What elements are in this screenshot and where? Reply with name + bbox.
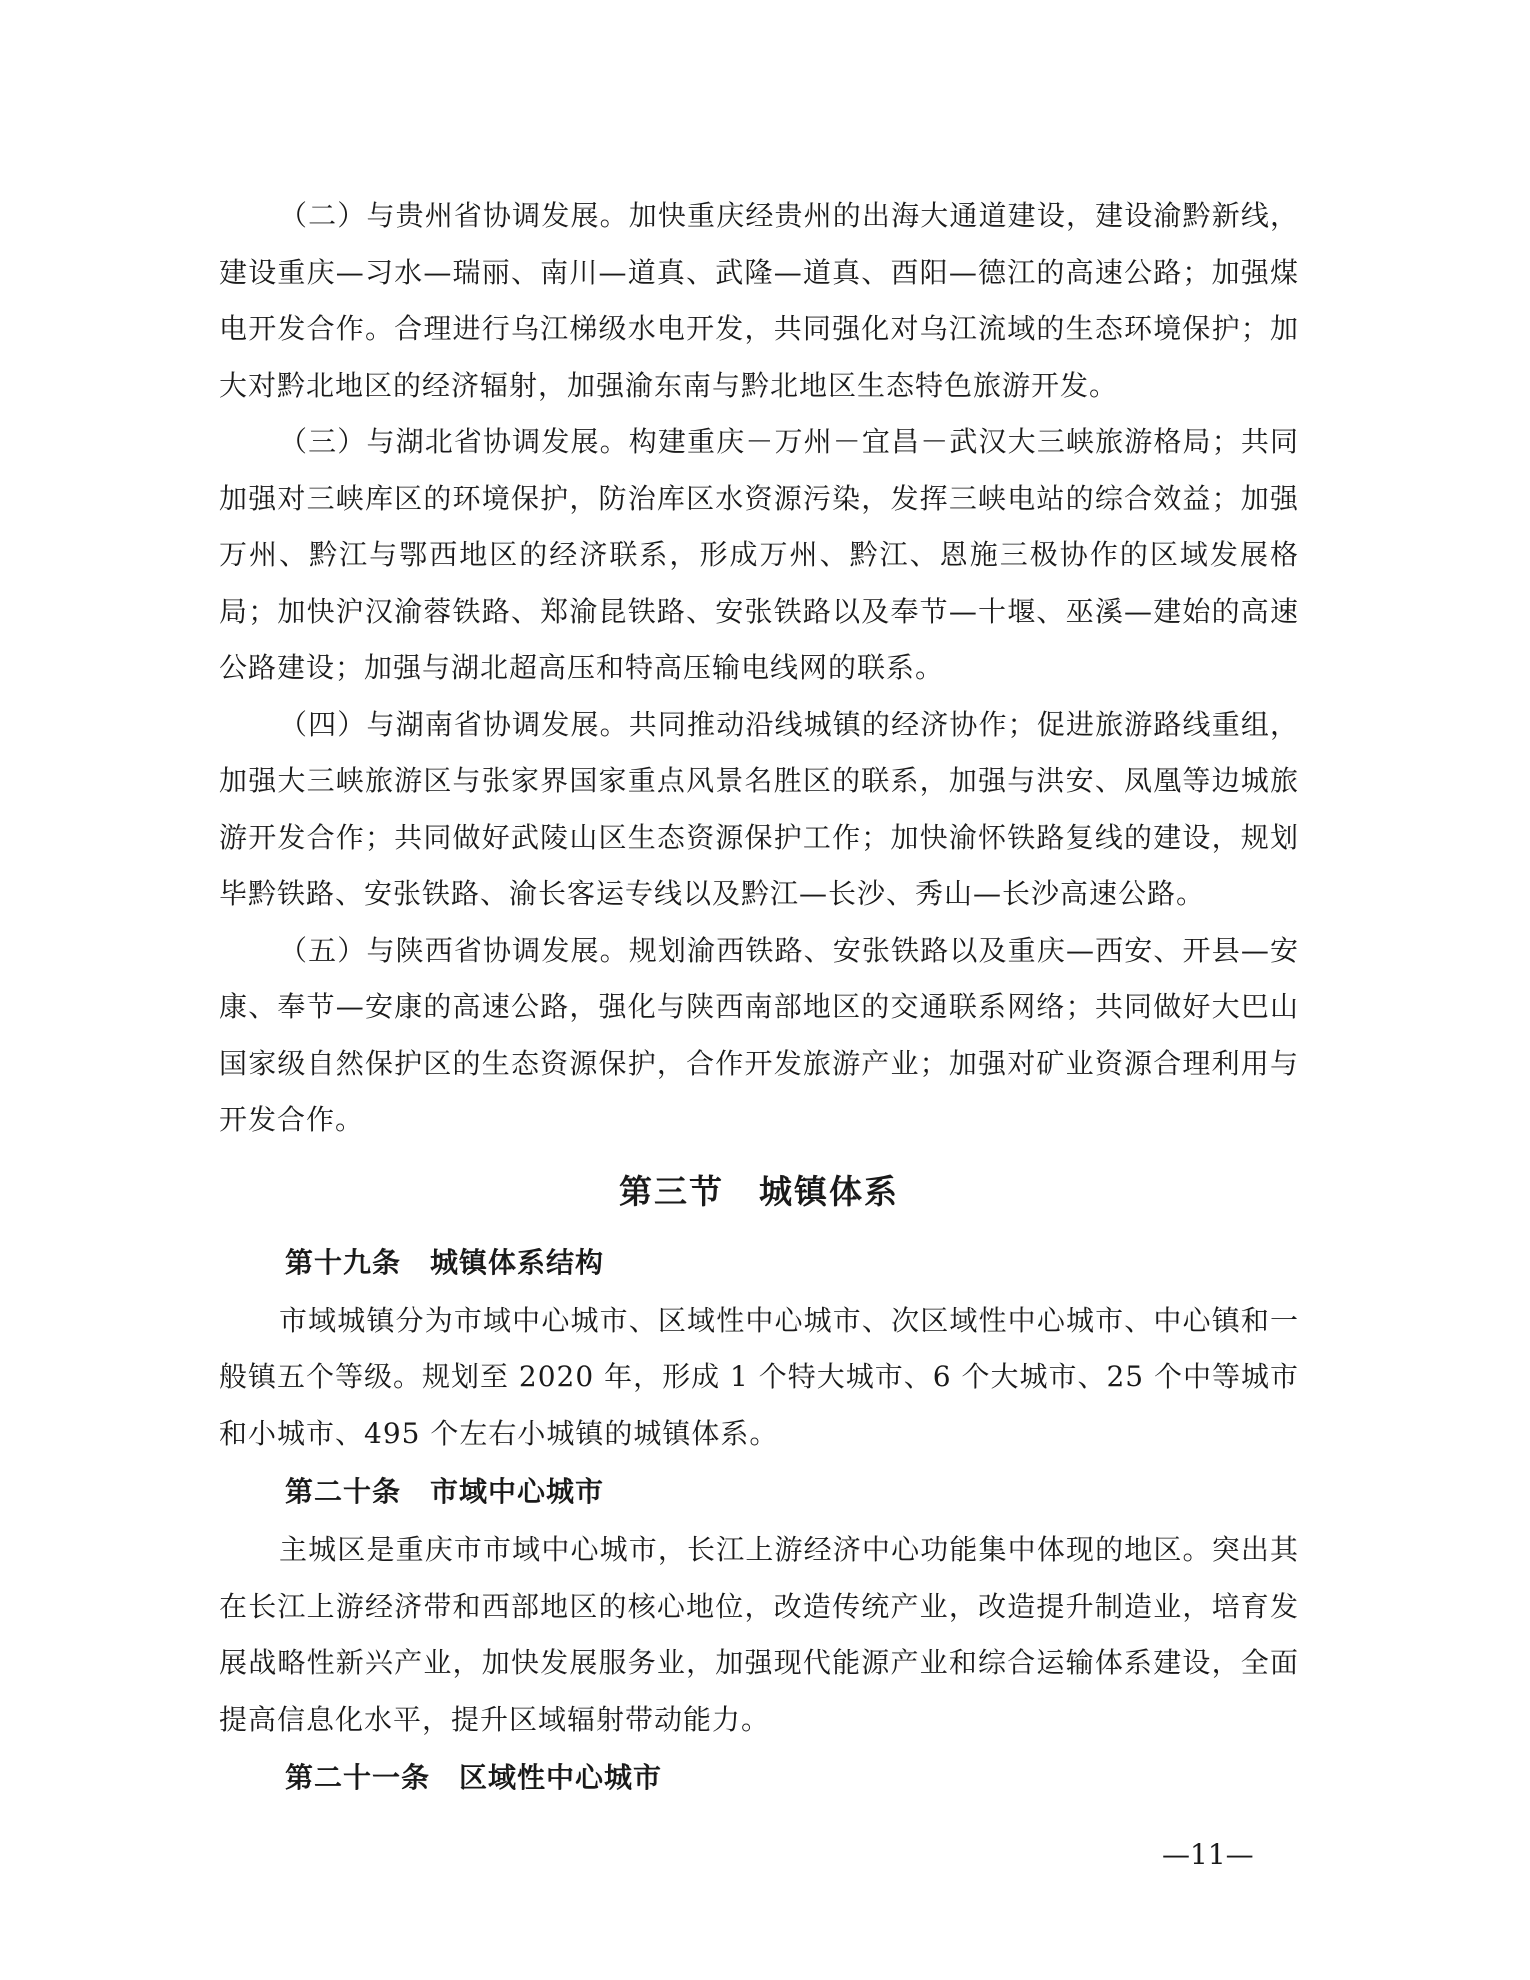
paragraph-shaanxi: （五）与陕西省协调发展。规划渝西铁路、安张铁路以及重庆—西安、开县—安康、奉节—安康的高速公路，强化与陕西南部地区的交通联系网络；共同做好大巴山国家级自然保护区的生态资源保护，合作开发旅游产业；加强对矿业资源合理利用与开发合作。 [219,933,1299,1136]
article-21-title: 第二十一条 区域性中心城市 [285,1761,663,1794]
paragraph-guizhou: （二）与贵州省协调发展。加快重庆经贵州的出海大通道建设，建设渝黔新线，建设重庆—习水—瑞丽、南川—道真、武隆—道真、酉阳—德江的高速公路；加强煤电开发合作。合理进行乌江梯级水电开发，共同强化对乌江流域的生态环境保护；加大对黔北地区的经济辐射，加强渝东南与黔北地区生态特色旅游开发。 [219,199,1299,402]
article-20-body: 主城区是重庆市市域中心城市，长江上游经济中心功能集中体现的地区。突出其在长江上游经济带和西部地区的核心地位，改造传统产业，改造提升制造业，培育发展战略性新兴产业，加快发展服务业，加强现代能源产业和综合运输体系建设，全面提高信息化水平，提升区域辐射带动能力。 [219,1533,1299,1736]
article-20-title: 第二十条 市域中心城市 [285,1475,605,1508]
article-19-body: 市域城镇分为市域中心城市、区域性中心城市、次区域性中心城市、中心镇和一般镇五个等级。规划至 2020 年，形成 1 个特大城市、6 个大城市、25 个中等城市和小城市、495 个左右小城镇的城镇体系。 [219,1303,1299,1450]
page-number: —11— [1162,1838,1254,1871]
article-19-title: 第十九条 城镇体系结构 [285,1245,605,1279]
section-title: 第三节 城镇体系 [619,1171,899,1211]
paragraph-hubei: （三）与湖北省协调发展。构建重庆－万州－宜昌－武汉大三峡旅游格局；共同加强对三峡库区的环境保护，防治库区水资源污染，发挥三峡电站的综合效益；加强万州、黔江与鄂西地区的经济联系，形成万州、黔江、恩施三极协作的区域发展格局；加快沪汉渝蓉铁路、郑渝昆铁路、安张铁路以及奉节—十堰、巫溪—建始的高速公路建设；加强与湖北超高压和特高压输电线网的联系。 [219,425,1299,684]
page-content [219,188,1299,1808]
paragraph-hunan: （四）与湖南省协调发展。共同推动沿线城镇的经济协作；促进旅游路线重组，加强大三峡旅游区与张家界国家重点风景名胜区的联系，加强与洪安、凤凰等边城旅游开发合作；共同做好武陵山区生态资源保护工作；加快渝怀铁路复线的建设，规划毕黔铁路、安张铁路、渝长客运专线以及黔江—长沙、秀山—长沙高速公路。 [219,707,1299,910]
